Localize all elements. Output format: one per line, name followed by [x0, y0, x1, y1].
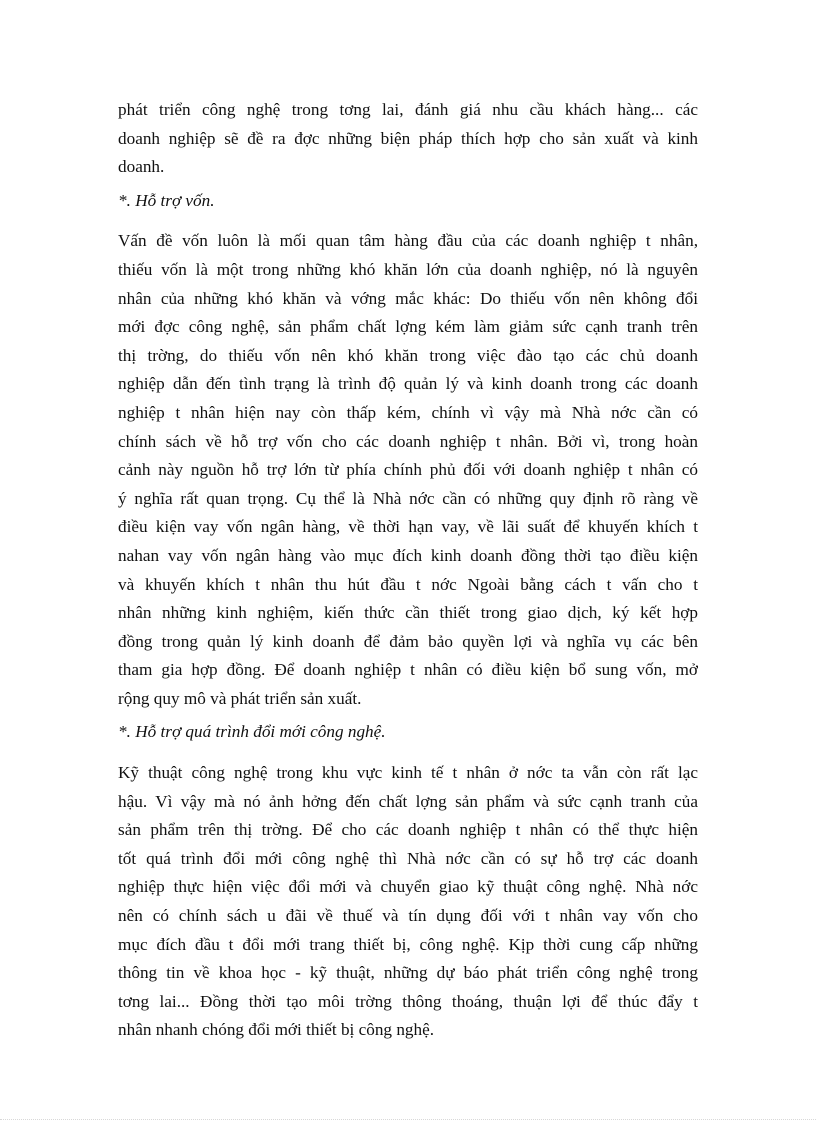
text-line: nên có chính sách u đãi về thuế và tín dụng đối với t nhân vay vốn cho	[118, 906, 698, 926]
text-line: mới đợc công nghệ, sản phẩm chất lợng kém làm giảm sức cạnh tranh trên	[118, 317, 698, 337]
text-line: doanh.	[118, 157, 165, 177]
text-line: và khuyến khích t nhân thu hút đầu t nớc Ngoài bằng cách t vấn cho t	[118, 574, 698, 594]
text-line: thông tin về khoa học - kỹ thuật, những dự báo phát triển công nghệ trong	[118, 963, 698, 983]
text-line: chính sách về hỗ trợ vốn cho các doanh nghiệp t nhân. Bởi vì, trong hoàn	[118, 431, 698, 451]
text-line: Vấn đề vốn luôn là mối quan tâm hàng đầu của các doanh nghiệp t nhân,	[118, 231, 698, 251]
text-line: doanh nghiệp sẽ đề ra đợc những biện pháp thích hợp cho sản xuất và kinh	[118, 128, 698, 148]
text-line: nahan vay vốn ngân hàng vào mục đích kinh doanh đồng thời tạo điều kiện	[118, 545, 698, 565]
text-line: mục đích đầu t đổi mới trang thiết bị, công nghệ. Kịp thời cung cấp những	[118, 934, 698, 954]
text-line: Kỹ thuật công nghệ trong khu vực kinh tế t nhân ở nớc ta vẫn còn rất lạc	[118, 763, 698, 783]
text-line: cảnh này nguồn hỗ trợ lớn từ phía chính phủ đối với doanh nghiệp t nhân có	[118, 460, 698, 480]
text-line: tốt quá trình đổi mới công nghệ thì Nhà nớc cần có sự hỗ trợ các doanh	[118, 848, 698, 868]
text-line: điều kiện vay vốn ngân hàng, về thời hạn vay, về lãi suất để khuyến khích t	[118, 517, 698, 537]
text-line: hậu. Vì vậy mà nó ảnh hởng đến chất lợng sản phẩm và sức cạnh tranh của	[118, 791, 698, 811]
text-line: nhân nhanh chóng đổi mới thiết bị công nghệ.	[118, 1020, 435, 1040]
section-heading-von: *. Hỗ trợ vốn.	[118, 190, 215, 210]
text-line: nhân những kinh nghiệm, kiến thức cần thiết trong giao dịch, ký kết hợp	[118, 603, 698, 623]
text-line: nghiệp dẫn đến tình trạng là trình độ quản lý và kinh doanh trong các doanh	[118, 374, 698, 394]
text-line: thị trờng, do thiếu vốn nên khó khăn trong việc đào tạo các chủ doanh	[118, 345, 698, 365]
text-line: tơng lai... Đồng thời tạo môi trờng thông thoáng, thuận lợi để thúc đẩy t	[118, 991, 698, 1011]
text-line: rộng quy mô và phát triển sản xuất.	[118, 688, 362, 708]
paragraph-1	[118, 96, 698, 182]
text-line: nhân của những khó khăn và vớng mắc khác: Do thiếu vốn nên không đổi	[118, 288, 698, 308]
text-line: thiếu vốn là một trong những khó khăn lớn của doanh nghiệp, nó là nguyên	[118, 259, 698, 279]
section-heading-cong-nghe: *. Hỗ trợ quá trình đổi mới công nghệ.	[118, 722, 386, 742]
paragraph-3	[118, 759, 698, 1045]
text-line: ý nghĩa rất quan trọng. Cụ thể là Nhà nớc cần có những quy định rõ ràng về	[118, 488, 698, 508]
text-line: nghiệp thực hiện việc đổi mới và chuyển giao kỹ thuật công nghệ. Nhà nớc	[118, 877, 698, 897]
document-page	[118, 96, 698, 1045]
text-line: sản phẩm trên thị trờng. Để cho các doanh nghiệp t nhân có thể thực hiện	[118, 820, 698, 840]
page-bottom-divider	[0, 1119, 816, 1121]
text-line: nghiệp t nhân hiện nay còn thấp kém, chính vì vậy mà Nhà nớc cần có	[118, 402, 698, 422]
paragraph-2	[118, 227, 698, 713]
text-line: đồng trong quản lý kinh doanh để đảm bảo quyền lợi và nghĩa vụ các bên	[118, 631, 698, 651]
text-line: phát triển công nghệ trong tơng lai, đánh giá nhu cầu khách hàng... các	[118, 100, 698, 119]
text-line: tham gia hợp đồng. Để doanh nghiệp t nhân có điều kiện bổ sung vốn, mở	[118, 660, 698, 680]
